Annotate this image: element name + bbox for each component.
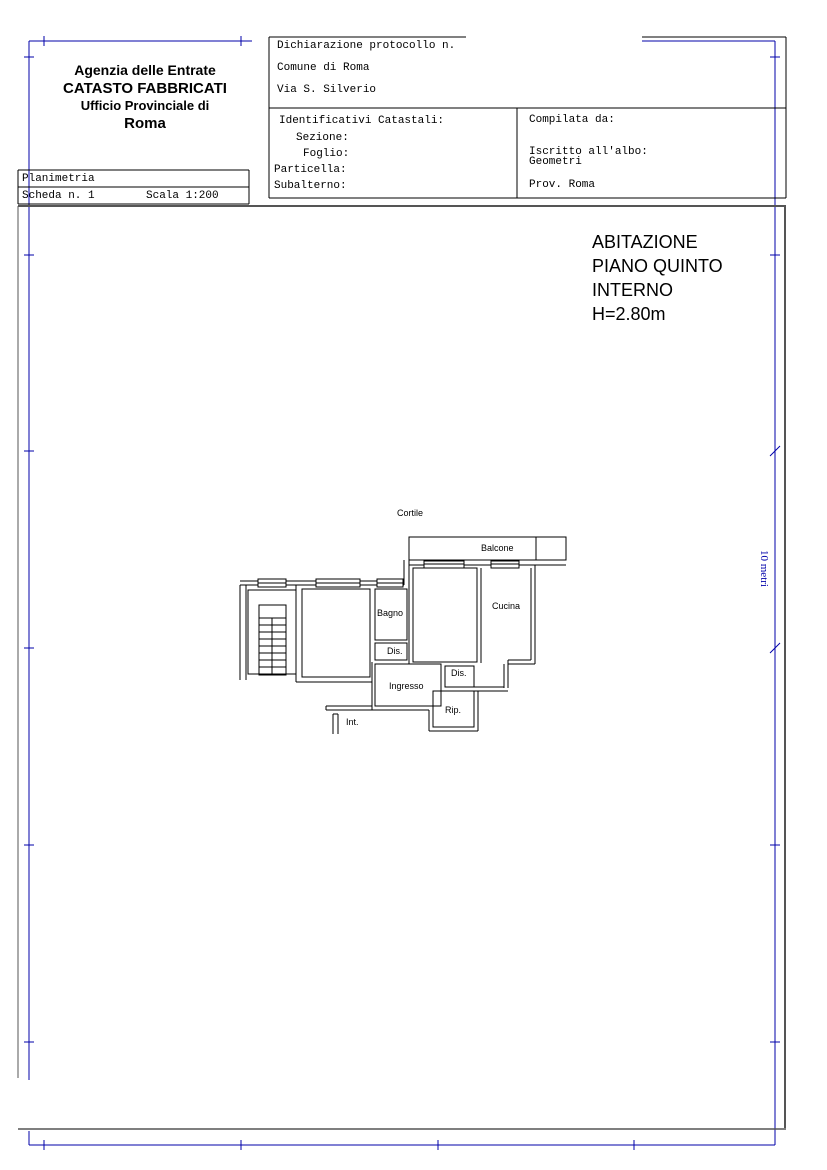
unit-notes [592,230,723,326]
albo-value: Geometri [529,156,582,168]
office-name: Ufficio Provinciale di [80,98,210,114]
room-label-balcone: Balcone [481,543,514,553]
note-interno: INTERNO [592,280,673,300]
compilata-label: Compilata da: [529,114,615,126]
comune-label: Comune di Roma [277,62,370,74]
sezione-label: Sezione: [296,132,349,144]
sheet-border [18,206,786,1129]
identificativi-label: Identificativi Catastali: [279,115,445,127]
note-abitazione: ABITAZIONE [592,232,698,252]
note-height: H=2.80m [592,304,666,324]
scale-bar-label: 10 metri [758,550,770,587]
iscritto-label: Iscritto all'albo: [529,146,648,158]
via-label: Via S. Silverio [277,84,377,96]
blue-frame [24,36,780,1150]
scale-bar [770,446,780,653]
room-label-dis-1: Dis. [387,646,403,656]
prov-value: Prov. Roma [529,179,596,191]
room-label-rip: Rip. [445,705,462,715]
dichiarazione-label: Dichiarazione protocollo n. [277,40,456,52]
room-label-ingresso: Ingresso [389,681,424,691]
subalterno-label: Subalterno: [274,180,347,192]
sheet-scale: Scala 1:200 [146,190,219,202]
note-piano: PIANO QUINTO [592,256,723,276]
floor-plan [240,537,566,734]
room-label-cucina: Cucina [492,601,521,611]
room-label-int: Int. [346,717,359,727]
foglio-label: Foglio: [303,148,350,160]
agency-name: Agenzia delle Entrate [74,62,216,78]
room-label-dis-2: Dis. [451,668,467,678]
city-name: Roma [124,114,166,132]
sheet-scheda: Scheda n. 1 [22,190,95,202]
room-label-bagno: Bagno [377,608,404,618]
sheet-type: Planimetria [22,173,95,185]
department-name: CATASTO FABBRICATI [63,79,227,97]
agency-block [40,62,250,133]
particella-label: Particella: [274,164,347,176]
room-label-cortile: Cortile [397,508,424,518]
